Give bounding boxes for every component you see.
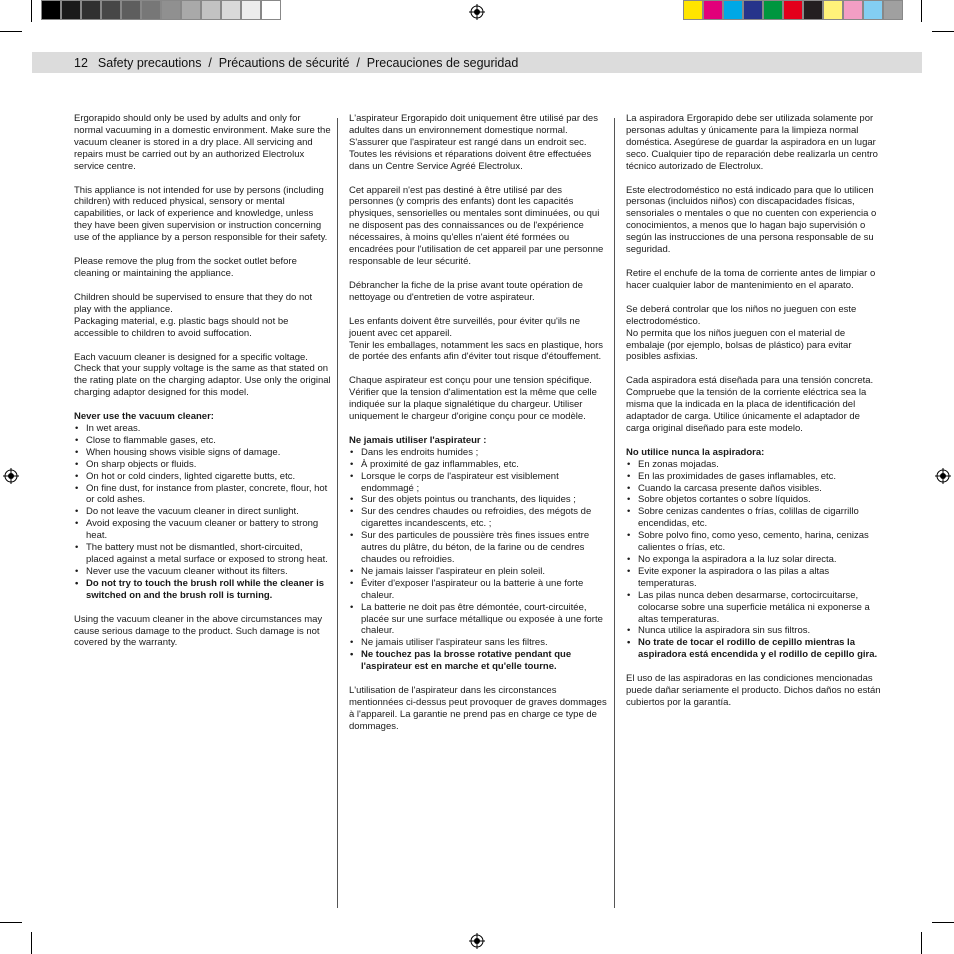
list-item: • Sobre cenizas candentes o frías, colillas de cigarrillo encendidas, etc. — [626, 506, 884, 530]
color-swatch — [141, 0, 161, 20]
text-children-supervision: Se deberá controlar que los niños no jueguen con este electrodoméstico. — [626, 303, 857, 327]
grayscale-color-bar — [41, 0, 281, 22]
paragraph-children — [626, 304, 884, 364]
list-item: • Do not try to touch the brush roll while the cleaner is switched on and the brush roll is turning. — [74, 578, 332, 602]
color-swatch — [121, 0, 141, 20]
column-french — [349, 113, 607, 745]
color-swatch — [61, 0, 81, 20]
color-swatch — [161, 0, 181, 20]
crop-mark — [921, 0, 922, 22]
paragraph-children — [349, 316, 607, 364]
color-swatch — [41, 0, 61, 20]
warning-list — [74, 423, 332, 602]
list-item: • In wet areas. — [74, 423, 332, 435]
paragraph-usage: L'aspirateur Ergorapido doit uniquement être utilisé par des adultes dans un environnement domestique normal. S'assurer que l'aspirateur est rangé dans un endroit sec. Toutes les révisions et réparations doivent être effectuées dans un Centre Service Agréé Electrolux. — [349, 113, 598, 172]
list-heading: No utilice nunca la aspiradora: — [626, 446, 765, 458]
color-swatch — [863, 0, 883, 20]
list-item: • À proximité de gaz inflammables, etc. — [349, 459, 607, 471]
paragraph-usage: La aspiradora Ergorapido debe ser utilizada solamente por personas adultas y únicamente para la limpieza normal doméstica. Asegúrese de guardar la aspiradora en un lugar seco. Cualquier tipo de reparación debe realizarla un centro técnico autorizado de Electrolux. — [626, 113, 878, 172]
list-item: • La batterie ne doit pas être démontée, court-circuitée, placée sur une surface métallique ou exposée à une forte chaleur. — [349, 602, 607, 638]
color-swatch — [703, 0, 723, 20]
paragraph-capabilities: Cet appareil n'est pas destiné à être utilisé par des personnes (y compris des enfants) dont les capacités physiques, sensorielles ou mentales sont diminuées, ou qui ne disposent pas des connaissances ou de l'expérience nécessaires, à moins qu'elles n'aient été formées ou encadrées pour l'utilisation de cet appareil par une personne responsable de leur sécurité. — [349, 184, 604, 267]
paragraph-warranty: Using the vacuum cleaner in the above circumstances may cause serious damage to the product. Such damage is not covered by the warranty. — [74, 613, 323, 649]
color-swatch — [783, 0, 803, 20]
list-item: • No exponga la aspiradora a la luz solar directa. — [626, 554, 884, 566]
color-swatch — [81, 0, 101, 20]
list-item: • Close to flammable gases, etc. — [74, 435, 332, 447]
paragraph-usage: Ergorapido should only be used by adults and only for normal vacuuming in a domestic environment. Make sure the vacuum cleaner is stored in a dry place. All servicing and repairs must be carried out by an authorized Electrolux service centre. — [74, 113, 331, 172]
list-item: • Sur des particules de poussière très fines issues entre autres du plâtre, du béton, de la farine ou de cendres chaudes ou refroidies. — [349, 530, 607, 566]
warning-list — [349, 447, 607, 673]
color-swatch — [241, 0, 261, 20]
paragraph-voltage: Cada aspiradora está diseñada para una tensión concreta. Compruebe que la tensión de la corriente eléctrica sea la misma que la indicada en la placa de identificación del adaptador de carga. Utilice únicamente el adaptador de carga original diseñado para este modelo. — [626, 375, 874, 434]
list-item: • Avoid exposing the vacuum cleaner or battery to strong heat. — [74, 518, 332, 542]
color-swatch — [743, 0, 763, 20]
list-item: • Cuando la carcasa presente daños visibles. — [626, 483, 884, 495]
list-item: • Éviter d'exposer l'aspirateur ou la batterie à une forte chaleur. — [349, 578, 607, 602]
crop-mark — [0, 31, 22, 32]
list-item: • Sur des cendres chaudes ou refroidies, des mégots de cigarettes incandescents, etc. ; — [349, 506, 607, 530]
paragraph-capabilities: Este electrodoméstico no está indicado para que lo utilicen personas (incluidos niños) con discapacidades físicas, sensoriales o mentales o que no cuenten con experiencia o conocimientos, a menos que lo hagan bajo supervisión o según las instrucciones de una persona responsable de su seguridad. — [626, 184, 877, 256]
paragraph-warranty: El uso de las aspiradoras en las condiciones mencionadas puede dañar seriamente el producto. Dichos daños no están cubiertos por la garantía. — [626, 673, 881, 708]
list-item: • Dans les endroits humides ; — [349, 447, 607, 459]
crop-mark — [932, 922, 954, 923]
list-item: • Never use the vacuum cleaner without its filters. — [74, 566, 332, 578]
paragraph-children — [74, 292, 332, 340]
page-number: 12 — [74, 55, 88, 70]
text-packaging: Packaging material, e.g. plastic bags should not be accessible to children to avoid suffocation. — [74, 315, 289, 339]
warning-list — [626, 459, 884, 661]
list-item: • On hot or cold cinders, lighted cigarette butts, etc. — [74, 471, 332, 483]
list-item: • The battery must not be dismantled, short-circuited, placed against a metal surface or exposed to strong heat. — [74, 542, 332, 566]
list-item: • Ne touchez pas la brosse rotative pendant que l'aspirateur est en marche et qu'elle tourne. — [349, 649, 607, 673]
list-item: • Do not leave the vacuum cleaner in direct sunlight. — [74, 506, 332, 518]
text-children-supervision: Children should be supervised to ensure that they do not play with the appliance. — [74, 291, 313, 315]
list-item: • Ne jamais laisser l'aspirateur en plein soleil. — [349, 566, 607, 578]
list-item: • En las proximidades de gases inflamables, etc. — [626, 471, 884, 483]
list-item: • Las pilas nunca deben desarmarse, cortocircuitarse, colocarse sobre una superficie metálica ni exponerse a altas temperaturas. — [626, 590, 884, 626]
color-swatch — [883, 0, 903, 20]
list-item: • On fine dust, for instance from plaster, concrete, flour, hot or cold ashes. — [74, 483, 332, 507]
list-item: • En zonas mojadas. — [626, 459, 884, 471]
text-packaging: No permita que los niños jueguen con el material de embalaje (por ejemplo, bolsas de plástico) para evitar posibles asfixias. — [626, 327, 852, 363]
list-item: • Sobre polvo fino, como yeso, cemento, harina, cenizas calientes o frías, etc. — [626, 530, 884, 554]
crop-mark — [921, 932, 922, 954]
list-heading: Never use the vacuum cleaner: — [74, 411, 214, 423]
color-swatch — [843, 0, 863, 20]
column-english — [74, 113, 332, 661]
registration-mark-icon — [3, 468, 19, 484]
column-spanish — [626, 113, 884, 721]
color-swatch — [101, 0, 121, 20]
color-swatch — [201, 0, 221, 20]
list-item: • On sharp objects or fluids. — [74, 459, 332, 471]
process-color-bar — [683, 0, 903, 22]
list-item: • Sobre objetos cortantes o sobre líquidos. — [626, 494, 884, 506]
paragraph-capabilities: This appliance is not intended for use by persons (including children) with reduced physical, sensory or mental capabilities, or lack of experience and knowledge, unless they have been given supervision or instruction concerning use of the appliance by a person responsible for their safety. — [74, 184, 328, 244]
list-item: • Sur des objets pointus ou tranchants, des liquides ; — [349, 494, 607, 506]
paragraph-unplug: Please remove the plug from the socket outlet before cleaning or maintaining the appliance. — [74, 256, 297, 279]
paragraph-warranty: L'utilisation de l'aspirateur dans les circonstances mentionnées ci-dessus peut provoquer de graves dommages à l'appareil. La garantie ne prend pas en charge ce type de dommages. — [349, 685, 607, 732]
list-item: • No trate de tocar el rodillo de cepillo mientras la aspiradora está encendida y el rodillo de cepillo gira. — [626, 637, 884, 661]
paragraph-voltage: Each vacuum cleaner is designed for a specific voltage. Check that your supply voltage is the same as that stated on the rating plate on the charging adaptor. Use only the original charging adaptor designed for this model. — [74, 351, 331, 399]
registration-mark-icon — [469, 933, 485, 949]
color-swatch — [823, 0, 843, 20]
color-swatch — [723, 0, 743, 20]
text-children-supervision: Les enfants doivent être surveillés, pour éviter qu'ils ne jouent avec cet appareil. — [349, 315, 580, 339]
crop-mark — [932, 31, 954, 32]
list-item: • When housing shows visible signs of damage. — [74, 447, 332, 459]
text-packaging: Tenir les emballages, notamment les sacs en plastique, hors de portée des enfants afin d'éviter tout risque d'étouffement. — [349, 339, 603, 363]
color-swatch — [683, 0, 703, 20]
paragraph-voltage: Chaque aspirateur est conçu pour une tension spécifique. Vérifier que la tension d'alimentation est la même que celle indiquée sur la plaque signalétique du chargeur. Utiliser uniquement le chargeur d'origine conçu pour ce modèle. — [349, 375, 597, 423]
column-divider — [614, 118, 615, 908]
color-swatch — [803, 0, 823, 20]
list-item: • Ne jamais utiliser l'aspirateur sans les filtres. — [349, 637, 607, 649]
list-item: • Evite exponer la aspiradora o las pilas a altas temperaturas. — [626, 566, 884, 590]
page-title: Safety precautions / Précautions de sécurité / Precauciones de seguridad — [97, 55, 519, 70]
list-item: • Lorsque le corps de l'aspirateur est visiblement endommagé ; — [349, 471, 607, 495]
crop-mark — [31, 0, 32, 22]
color-swatch — [261, 0, 281, 20]
color-swatch — [181, 0, 201, 20]
list-heading: Ne jamais utiliser l'aspirateur : — [349, 434, 487, 446]
color-swatch — [763, 0, 783, 20]
registration-mark-icon — [935, 468, 951, 484]
column-divider — [337, 118, 338, 908]
list-item: • Nunca utilice la aspiradora sin sus filtros. — [626, 625, 884, 637]
color-swatch — [221, 0, 241, 20]
crop-mark — [31, 932, 32, 954]
registration-mark-icon — [469, 4, 485, 20]
paragraph-unplug: Retire el enchufe de la toma de corriente antes de limpiar o hacer cualquier labor de mantenimiento en el aparato. — [626, 267, 876, 291]
crop-mark — [0, 922, 22, 923]
paragraph-unplug: Débrancher la fiche de la prise avant toute opération de nettoyage ou d'entretien de votre aspirateur. — [349, 279, 583, 303]
page-header — [32, 52, 922, 73]
